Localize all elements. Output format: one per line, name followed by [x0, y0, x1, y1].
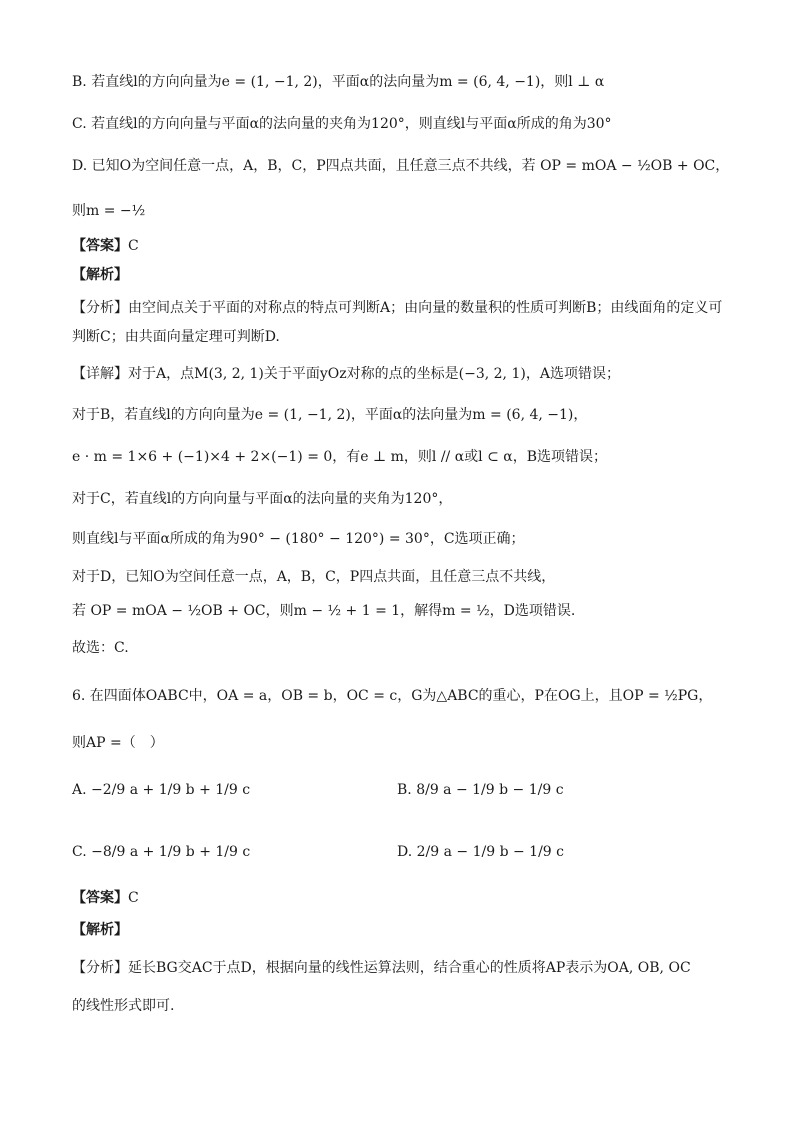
option-d: D. 已知O为空间任意一点，A，B，C，P四点共面，且任意三点不共线，若 OP = mOA − ½OB + OC， — [72, 158, 730, 174]
option-c: C. 若直线l的方向向量与平面α的法向量的夹角为120°，则直线l与平面α所成的角为30° — [72, 116, 612, 132]
detail-b-1: 对于B，若直线l的方向向量为e = (1, −1, 2)，平面α的法向量为m = (6, 4, −1)， — [72, 407, 588, 423]
question-6-stem-continued: 则AP =（ ） — [72, 735, 164, 751]
q6-fenxi-continued: 的线性形式即可. — [72, 998, 175, 1014]
detail-c-2: 则直线l与平面α所成的角为90° − (180° − 120°) = 30°，C选项正确； — [72, 531, 525, 547]
analysis-fenxi-continued: 判断C；由共面向量定理可判断D. — [72, 329, 280, 345]
detail-b-2: e · m = 1×6 + (−1)×4 + 2×(−1) = 0，有e ⊥ m，则l // α或l ⊂ α，B选项错误； — [72, 449, 608, 465]
q6-answer-value: C — [128, 890, 139, 906]
q6-answer-line — [72, 888, 139, 908]
q6-answer-label: 【答案】 — [72, 890, 128, 906]
choice-a: A. −2/9 a + 1/9 b + 1/9 c — [72, 782, 251, 798]
choice-b: B. 8/9 a − 1/9 b − 1/9 c — [397, 782, 564, 798]
q6-fenxi: 【分析】延长BG交AC于点D，根据向量的线性运算法则，结合重心的性质将AP表示为OA, OB, OC — [72, 960, 691, 976]
option-b: B. 若直线l的方向向量为e = (1, −1, 2)，平面α的法向量为m = (6, 4, −1)，则l ⊥ α — [72, 74, 605, 90]
analysis-label: 【解析】 — [72, 267, 128, 283]
choice-d: D. 2/9 a − 1/9 b − 1/9 c — [397, 844, 564, 860]
detail-d-2: 若 OP = mOA − ½OB + OC，则m − ½ + 1 = 1，解得m = ½，D选项错误. — [72, 603, 576, 619]
q6-analysis-label: 【解析】 — [72, 922, 128, 938]
detail-c-1: 对于C，若直线l的方向向量与平面α的法向量的夹角为120°， — [72, 491, 453, 507]
option-d-continued: 则m = −½ — [72, 203, 146, 219]
conclusion: 故选：C. — [72, 640, 129, 656]
choice-c: C. −8/9 a + 1/9 b + 1/9 c — [72, 844, 251, 860]
answer-line — [72, 236, 139, 256]
analysis-fenxi: 【分析】由空间点关于平面的对称点的特点可判断A；由向量的数量积的性质可判断B；由线面角的定义可 — [72, 300, 723, 316]
answer-value: C — [128, 238, 139, 254]
detail-a: 【详解】对于A，点M(3, 2, 1)关于平面yOz对称的点的坐标是(−3, 2, 1)，A选项错误； — [72, 366, 620, 382]
answer-label: 【答案】 — [72, 238, 128, 254]
question-6-stem: 6. 在四面体OABC中，OA = a，OB = b，OC = c，G为△ABC的重心，P在OG上，且OP = ½PG， — [72, 688, 713, 704]
detail-d-1: 对于D，已知O为空间任意一点，A，B，C，P四点共面，且任意三点不共线， — [72, 569, 556, 585]
